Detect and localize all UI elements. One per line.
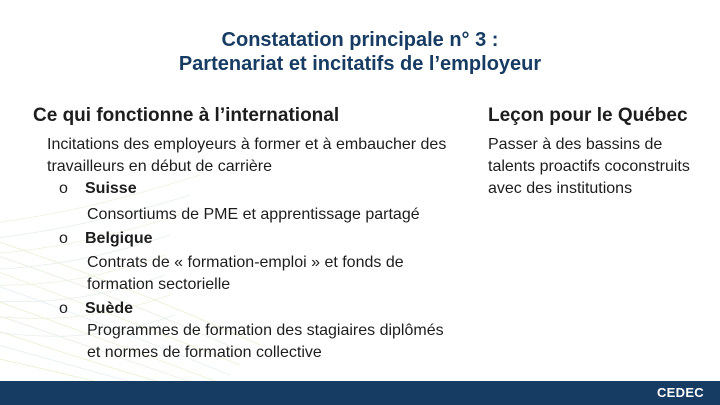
country-description-belgique: Contrats de « formation-emploi » et fonds de formation sectorielle [87,254,404,293]
country-item-belgique [59,228,153,250]
slide-title-line-1: Constatation principale n° 3 : [221,29,499,51]
country-name: Belgique [85,230,153,247]
international-intro-text: Incitations des employeurs à former et à embaucher des travailleurs en début de carrière [47,136,447,175]
quebec-lesson-heading: Leçon pour le Québec [488,105,688,126]
cedec-logo: CEDEC [656,385,704,400]
country-description-suisse: Consortiums de PME et apprentissage partagé [87,206,420,223]
country-name: Suisse [85,180,137,197]
country-item-suisse [59,178,137,200]
bullet-icon: o [59,180,68,197]
bullet-icon: o [59,230,68,247]
slide-title-line-2: Partenariat et incitatifs de l’employeur [178,53,542,75]
slide-title [0,28,720,76]
country-item-suede [59,298,133,320]
quebec-lesson-text: Passer à des bassins de talents proactifs coconstruits avec des institutions [488,136,690,197]
bullet-icon: o [59,300,68,317]
international-heading: Ce qui fonctionne à l’international [33,105,340,126]
country-description-suede: Programmes de formation des stagiaires diplômés et normes de formation collective [87,322,444,361]
footer-bar [0,381,720,405]
country-name: Suède [85,300,134,317]
